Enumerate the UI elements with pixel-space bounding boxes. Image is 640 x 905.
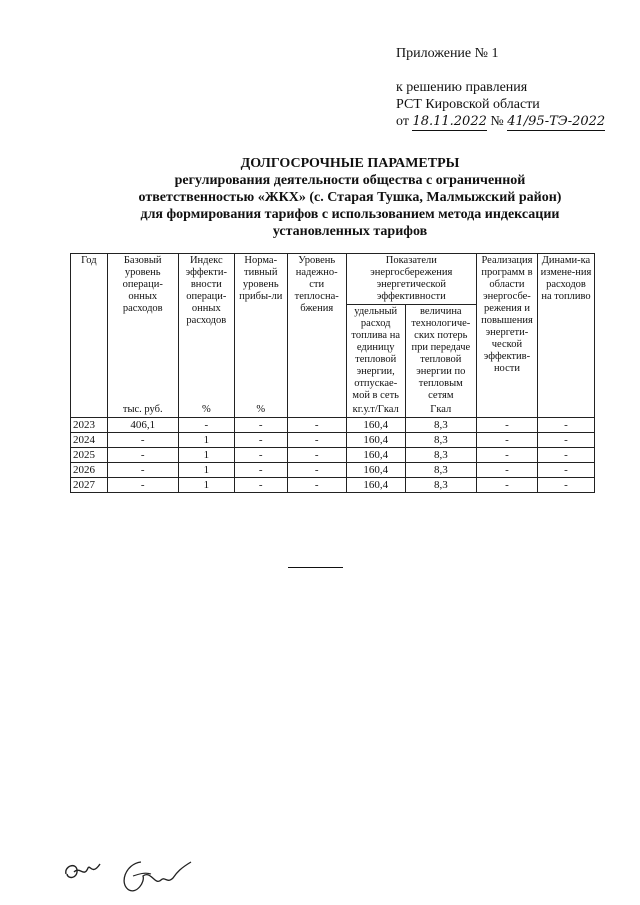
header-year: Год — [71, 254, 108, 418]
cell-reliability: - — [287, 478, 346, 493]
cell-fuel-dynamics: - — [537, 433, 594, 448]
cell-programs: - — [476, 463, 537, 478]
header-efficiency-index: Индекс эффекти-вности операци-онных расходов — [178, 254, 234, 404]
closing-divider — [288, 567, 343, 568]
cell-reliability: - — [287, 418, 346, 433]
table-row — [71, 418, 595, 433]
parameters-table — [70, 253, 595, 493]
cell-specific-fuel: 160,4 — [346, 418, 405, 433]
title-line-4: для формирования тарифов с использованием метода индексации — [140, 207, 560, 222]
unit-index: % — [178, 403, 234, 418]
title-line-3: ответственностью «ЖКХ» (с. Старая Тушка, Малмыжский район) — [138, 190, 562, 205]
cell-index: - — [178, 418, 234, 433]
cell-profit: - — [234, 418, 287, 433]
title-line-5: установленных тарифов — [272, 224, 428, 239]
cell-fuel-dynamics: - — [537, 448, 594, 463]
cell-programs: - — [476, 478, 537, 493]
decision-number: 41/95-ТЭ-2022 — [507, 114, 606, 129]
cell-profit: - — [234, 433, 287, 448]
cell-fuel-dynamics: - — [537, 478, 594, 493]
unit-losses: Гкал — [405, 403, 476, 418]
cell-profit: - — [234, 448, 287, 463]
cell-reliability: - — [287, 433, 346, 448]
decision-line-2: РСТ Кировской области — [396, 97, 540, 112]
table-row — [71, 478, 595, 493]
cell-year: 2025 — [71, 448, 108, 463]
cell-losses: 8,3 — [405, 478, 476, 493]
cell-profit: - — [234, 478, 287, 493]
header-energy-indicators: Показатели энергосбережения энергетической эффективности — [346, 254, 476, 305]
header-profit-level: Норма-тивный уровень прибы-ли — [234, 254, 287, 404]
chairman-signature — [115, 856, 195, 896]
table-row — [71, 448, 595, 463]
cell-profit: - — [234, 463, 287, 478]
cell-year: 2024 — [71, 433, 108, 448]
decision-reference — [396, 79, 605, 131]
cell-fuel-dynamics: - — [537, 418, 594, 433]
unit-profit: % — [234, 403, 287, 418]
title-line-1: ДОЛГОСРОЧНЫЕ ПАРАМЕТРЫ — [240, 156, 460, 171]
header-fuel-dynamics: Динами-ка измене-ния расходов на топливо — [537, 254, 594, 418]
table-row — [71, 433, 595, 448]
number-prefix: № — [490, 114, 504, 129]
cell-year: 2023 — [71, 418, 108, 433]
cell-programs: - — [476, 418, 537, 433]
header-base-level: Базовый уровень операци-онных расходов — [107, 254, 178, 404]
cell-index: 1 — [178, 478, 234, 493]
cell-base: 406,1 — [107, 418, 178, 433]
title-line-2: регулирования деятельности общества с ограниченной — [174, 173, 526, 188]
cell-index: 1 — [178, 448, 234, 463]
cell-year: 2027 — [71, 478, 108, 493]
document-title — [60, 155, 640, 240]
cell-base: - — [107, 478, 178, 493]
cell-programs: - — [476, 448, 537, 463]
unit-base: тыс. руб. — [107, 403, 178, 418]
cell-losses: 8,3 — [405, 418, 476, 433]
cell-specific-fuel: 160,4 — [346, 433, 405, 448]
cell-year: 2026 — [71, 463, 108, 478]
cell-losses: 8,3 — [405, 448, 476, 463]
cell-index: 1 — [178, 463, 234, 478]
unit-specific-fuel: кг.у.т/Гкал — [346, 403, 405, 418]
decision-line-1: к решению правления — [396, 80, 528, 95]
cell-losses: 8,3 — [405, 433, 476, 448]
date-prefix: от — [396, 114, 409, 129]
appendix-label: Приложение № 1 — [396, 46, 499, 61]
cell-specific-fuel: 160,4 — [346, 478, 405, 493]
initials-signature — [62, 856, 104, 886]
cell-base: - — [107, 463, 178, 478]
cell-reliability: - — [287, 448, 346, 463]
header-programs: Реализация программ в области энергосбе-режения и повышения энергети-ческой эффектив-ности — [476, 254, 537, 418]
cell-programs: - — [476, 433, 537, 448]
table-row — [71, 463, 595, 478]
decision-date-line — [396, 113, 605, 131]
decision-date: 18.11.2022 — [412, 114, 487, 129]
header-losses: величина технологиче-ских потерь при передаче тепловой энергии по тепловым сетям — [405, 305, 476, 404]
header-specific-fuel: удельный расход топлива на единицу тепловой энергии, отпускае-мой в сеть — [346, 305, 405, 404]
cell-base: - — [107, 448, 178, 463]
header-reliability: Уровень надежно-сти теплосна-бжения — [287, 254, 346, 418]
cell-base: - — [107, 433, 178, 448]
cell-losses: 8,3 — [405, 463, 476, 478]
cell-reliability: - — [287, 463, 346, 478]
cell-specific-fuel: 160,4 — [346, 463, 405, 478]
cell-fuel-dynamics: - — [537, 463, 594, 478]
cell-index: 1 — [178, 433, 234, 448]
cell-specific-fuel: 160,4 — [346, 448, 405, 463]
